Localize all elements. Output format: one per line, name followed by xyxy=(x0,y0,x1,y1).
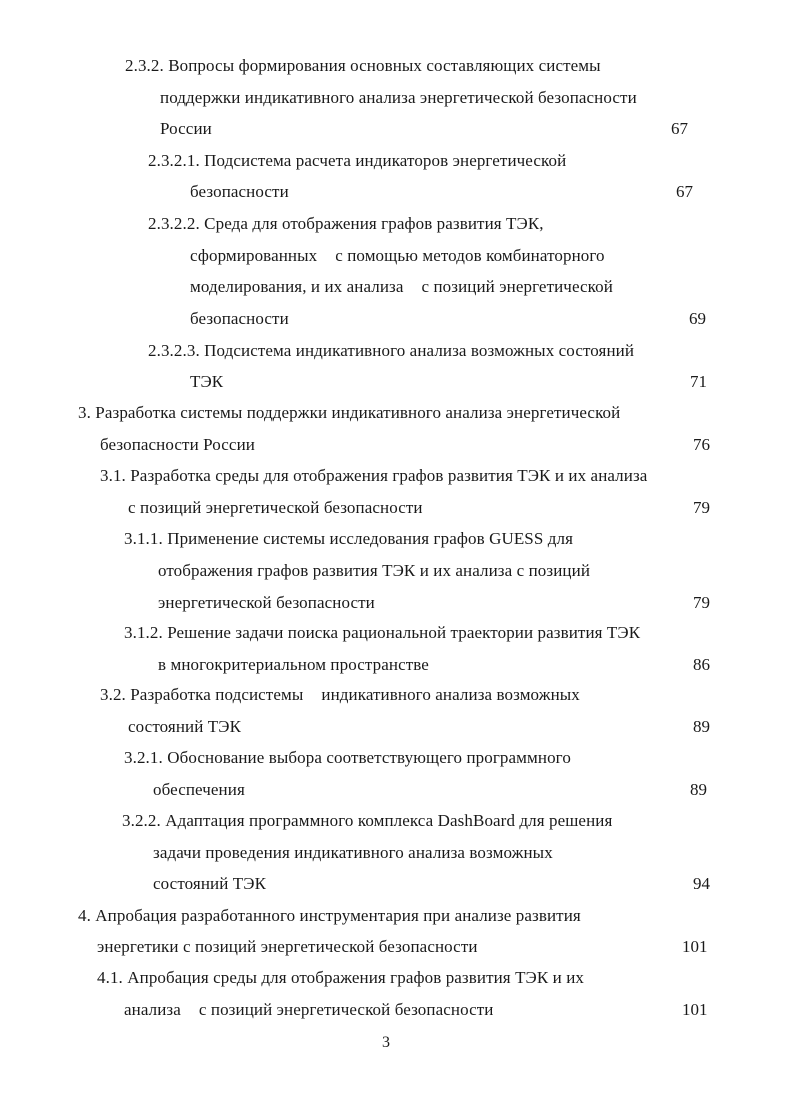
toc-entry-line: задачи проведения индикативного анализа возможных xyxy=(153,843,553,862)
toc-page-number: 67 xyxy=(671,119,688,138)
toc-page-number: 94 xyxy=(693,874,710,893)
page-number: 3 xyxy=(382,1034,390,1051)
toc-entry-line: России xyxy=(160,119,212,138)
toc-entry-line: обеспечения xyxy=(153,780,245,799)
toc-page-number: 76 xyxy=(693,435,710,454)
toc-entry-line: с позиций энергетической безопасности xyxy=(128,498,423,517)
toc-entry-line: в многокритериальном пространстве xyxy=(158,655,429,674)
toc-page-number: 89 xyxy=(690,780,707,799)
toc-entry-line: 3.1.1. Применение системы исследования графов GUESS для xyxy=(124,529,574,548)
toc-page-number: 101 xyxy=(682,937,708,956)
toc-page-number: 71 xyxy=(690,372,707,391)
toc-page-number: 67 xyxy=(676,182,693,201)
toc-entry-line: состояний ТЭК xyxy=(128,717,242,736)
toc-entry-line: безопасности России xyxy=(100,435,255,454)
toc-entry-line: 3.2. Разработка подсистемы индикативного анализа возможных xyxy=(100,685,580,704)
toc-page-number: 79 xyxy=(693,593,710,612)
toc-page-number: 69 xyxy=(689,309,706,328)
toc-entry-line: ТЭК xyxy=(190,372,224,391)
toc-page-number: 86 xyxy=(693,655,710,674)
toc-entry-line: 3. Разработка системы поддержки индикативного анализа энергетической xyxy=(78,403,621,422)
toc-entry-line: энергетической безопасности xyxy=(158,593,375,612)
toc-entry-line: сформированных с помощью методов комбинаторного xyxy=(190,246,605,265)
toc-entry-line: анализа с позиций энергетической безопасности xyxy=(124,1000,494,1019)
toc-entry-line: 2.3.2. Вопросы формирования основных составляющих системы xyxy=(125,56,601,75)
toc-entry-line: состояний ТЭК xyxy=(153,874,267,893)
toc-entry-line: энергетики с позиций энергетической безопасности xyxy=(97,937,478,956)
toc-entry-line: 4.1. Апробация среды для отображения графов развития ТЭК и их xyxy=(97,968,585,987)
toc-entry-line: 3.1.2. Решение задачи поиска рациональной траектории развития ТЭК xyxy=(124,623,641,642)
toc-entry-line: 3.1. Разработка среды для отображения графов развития ТЭК и их анализа xyxy=(100,466,648,485)
toc-entry-line: 2.3.2.1. Подсистема расчета индикаторов энергетической xyxy=(148,151,567,170)
toc-entry-line: безопасности xyxy=(190,309,289,328)
toc-entry-line: моделирования, и их анализа с позиций энергетической xyxy=(190,277,613,296)
toc-entry-line: 4. Апробация разработанного инструментария при анализе развития xyxy=(78,906,581,925)
toc-page-number: 79 xyxy=(693,498,710,517)
toc-entry-line: 2.3.2.2. Среда для отображения графов развития ТЭК, xyxy=(148,214,544,233)
toc-entry-line: 2.3.2.3. Подсистема индикативного анализа возможных состояний xyxy=(148,341,635,360)
toc-entry-line: отображения графов развития ТЭК и их анализа с позиций xyxy=(158,561,591,580)
toc-entry-line: 3.2.2. Адаптация программного комплекса DashBoard для решения xyxy=(122,811,613,830)
toc-entry-line: поддержки индикативного анализа энергетической безопасности xyxy=(160,88,637,107)
toc-entry-line: 3.2.1. Обоснование выбора соответствующего программного xyxy=(124,748,571,767)
toc-entry-line: безопасности xyxy=(190,182,289,201)
toc-page-number: 101 xyxy=(682,1000,708,1019)
toc-page-number: 89 xyxy=(693,717,710,736)
